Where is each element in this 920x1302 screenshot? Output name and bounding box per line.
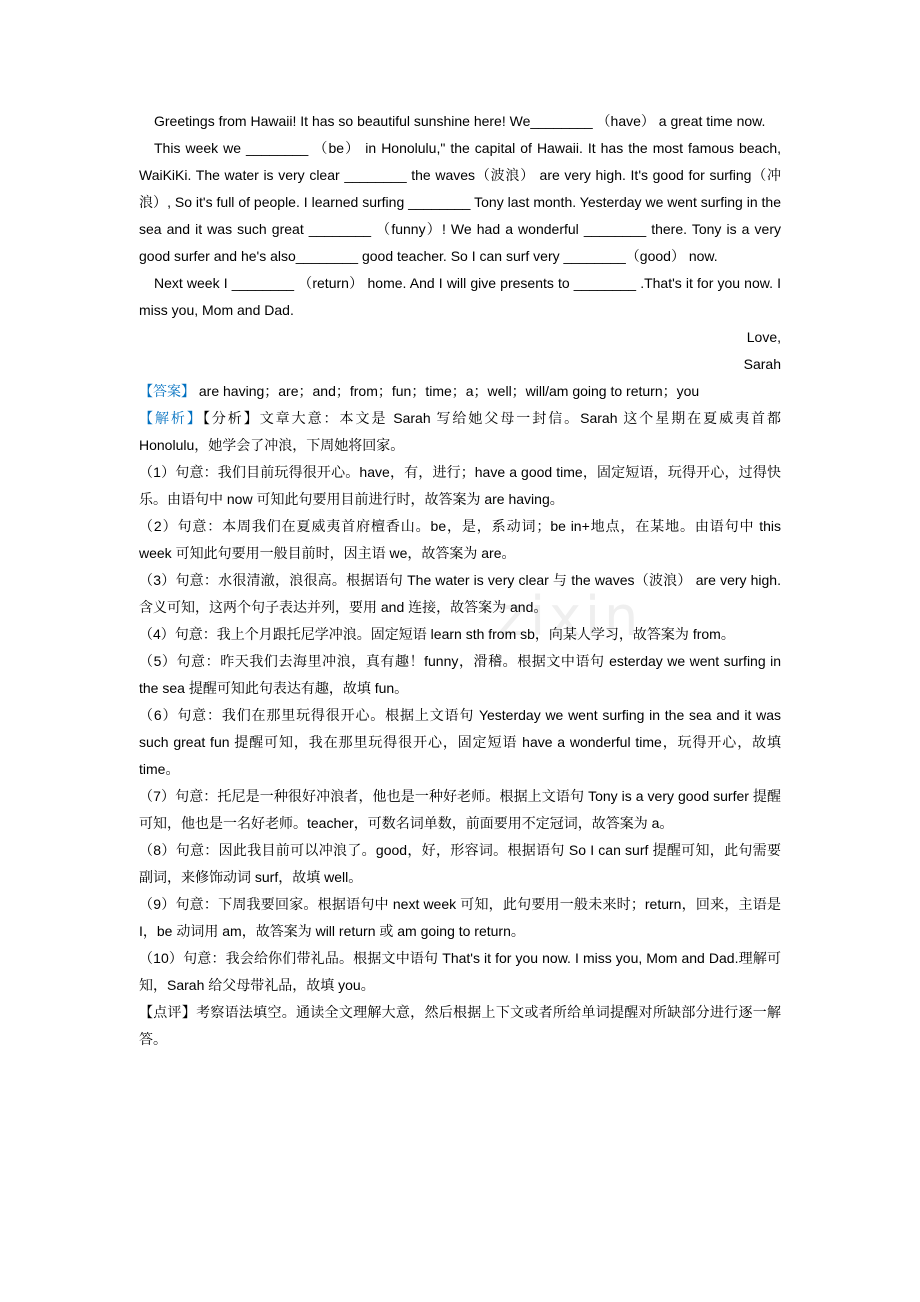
- analysis-intro-text: 【分析】文章大意：本文是 Sarah 写给她父母一封信。Sarah 这个星期在夏威夷首都 Honolulu，她学会了冲浪，下周她将回家。: [139, 410, 782, 453]
- analysis-item-3: （3）句意：水很清澈，浪很高。根据语句 The water is very clear 与 the waves（波浪） are very high.含义可知，这两个句子表达并列，要用 and 连接，故答案为 and。: [139, 572, 781, 615]
- passage-paragraph-1: Greetings from Hawaii! It has so beautiful sunshine here! We________ （have） a great time now.: [154, 113, 766, 129]
- answer-tag: 【答案】: [139, 383, 195, 399]
- analysis-tag: 【解析】: [139, 410, 203, 426]
- comment-paragraph: 【点评】考察语法填空。通读全文理解大意，然后根据上下文或者所给单词提醒对所缺部分进行逐一解答。: [139, 1004, 781, 1047]
- analysis-item-7: （7）句意：托尼是一种很好冲浪者，他也是一种好老师。根据上文语句 Tony is a very good surfer 提醒可知，他也是一名好老师。teacher，可数名词单数，前面要用不定冠词，故答案为 a。: [139, 788, 781, 831]
- passage-paragraph-3: Next week I ________ （return） home. And I will give presents to ________ .That's it for you now. I miss you, Mom and Dad.: [139, 275, 781, 318]
- answer-text: are having；are；and；from；fun；time；a；well；will/am going to return；you: [195, 383, 700, 399]
- answer-line: [139, 378, 781, 405]
- analysis-item-4: （4）句意：我上个月跟托尼学冲浪。固定短语 learn sth from sb，向某人学习，故答案为 from。: [139, 626, 735, 642]
- letter-signature: Sarah: [743, 356, 781, 372]
- content-column: [139, 108, 781, 1053]
- analysis-item-8: （8）句意：因此我目前可以冲浪了。good，好，形容词。根据语句 So I can surf 提醒可知，此句需要副词，来修饰动词 surf，故填 well。: [139, 842, 781, 885]
- analysis-item-1: （1）句意：我们目前玩得很开心。have，有，进行；have a good time，固定短语，玩得开心，过得快乐。由语句中 now 可知此句要用目前进行时，故答案为 are having。: [139, 464, 781, 507]
- analysis-item-6: （6）句意：我们在那里玩得很开心。根据上文语句 Yesterday we went surfing in the sea and it was such great fun 提醒可知，我在那里玩得很开心，固定短语 have a wonderful time，玩得开心，故填 time。: [139, 707, 781, 777]
- analysis-item-5: （5）句意：昨天我们去海里冲浪，真有趣！funny，滑稽。根据文中语句 esterday we went surfing in the sea 提醒可知此句表达有趣，故填 fun。: [139, 653, 781, 696]
- passage-paragraph-2: This week we ________ （be） in Honolulu," the capital of Hawaii. It has the most famous beach, WaiKiKi. The water is very clear ________ the waves（波浪） are very high. It's good for surfing（冲浪）, So it's full of people. I learned surfing ________ Tony last month. Yesterday we went surfing in the sea and it was such great ________ （funny）! We had a wonderful ________ there. Tony is a very good surfer and he's also________ good teacher. So I can surf very ________（good） now.: [139, 140, 781, 264]
- watermark: zixin: [497, 585, 643, 648]
- analysis-intro: [139, 405, 781, 459]
- analysis-item-2: （2）句意：本周我们在夏威夷首府檀香山。be，是，系动词；be in+地点，在某地。由语句中 this week 可知此句要用一般目前时，因主语 we，故答案为 are。: [139, 518, 781, 561]
- analysis-item-9: （9）句意：下周我要回家。根据语句中 next week 可知，此句要用一般未来时；return，回来，主语是 I，be 动词用 am，故答案为 will return 或 am going to return。: [139, 896, 781, 939]
- letter-closing: Love,: [746, 329, 781, 345]
- analysis-item-10: （10）句意：我会给你们带礼品。根据文中语句 That's it for you now. I miss you, Mom and Dad.理解可知，Sarah 给父母带礼品，故填 you。: [139, 950, 781, 993]
